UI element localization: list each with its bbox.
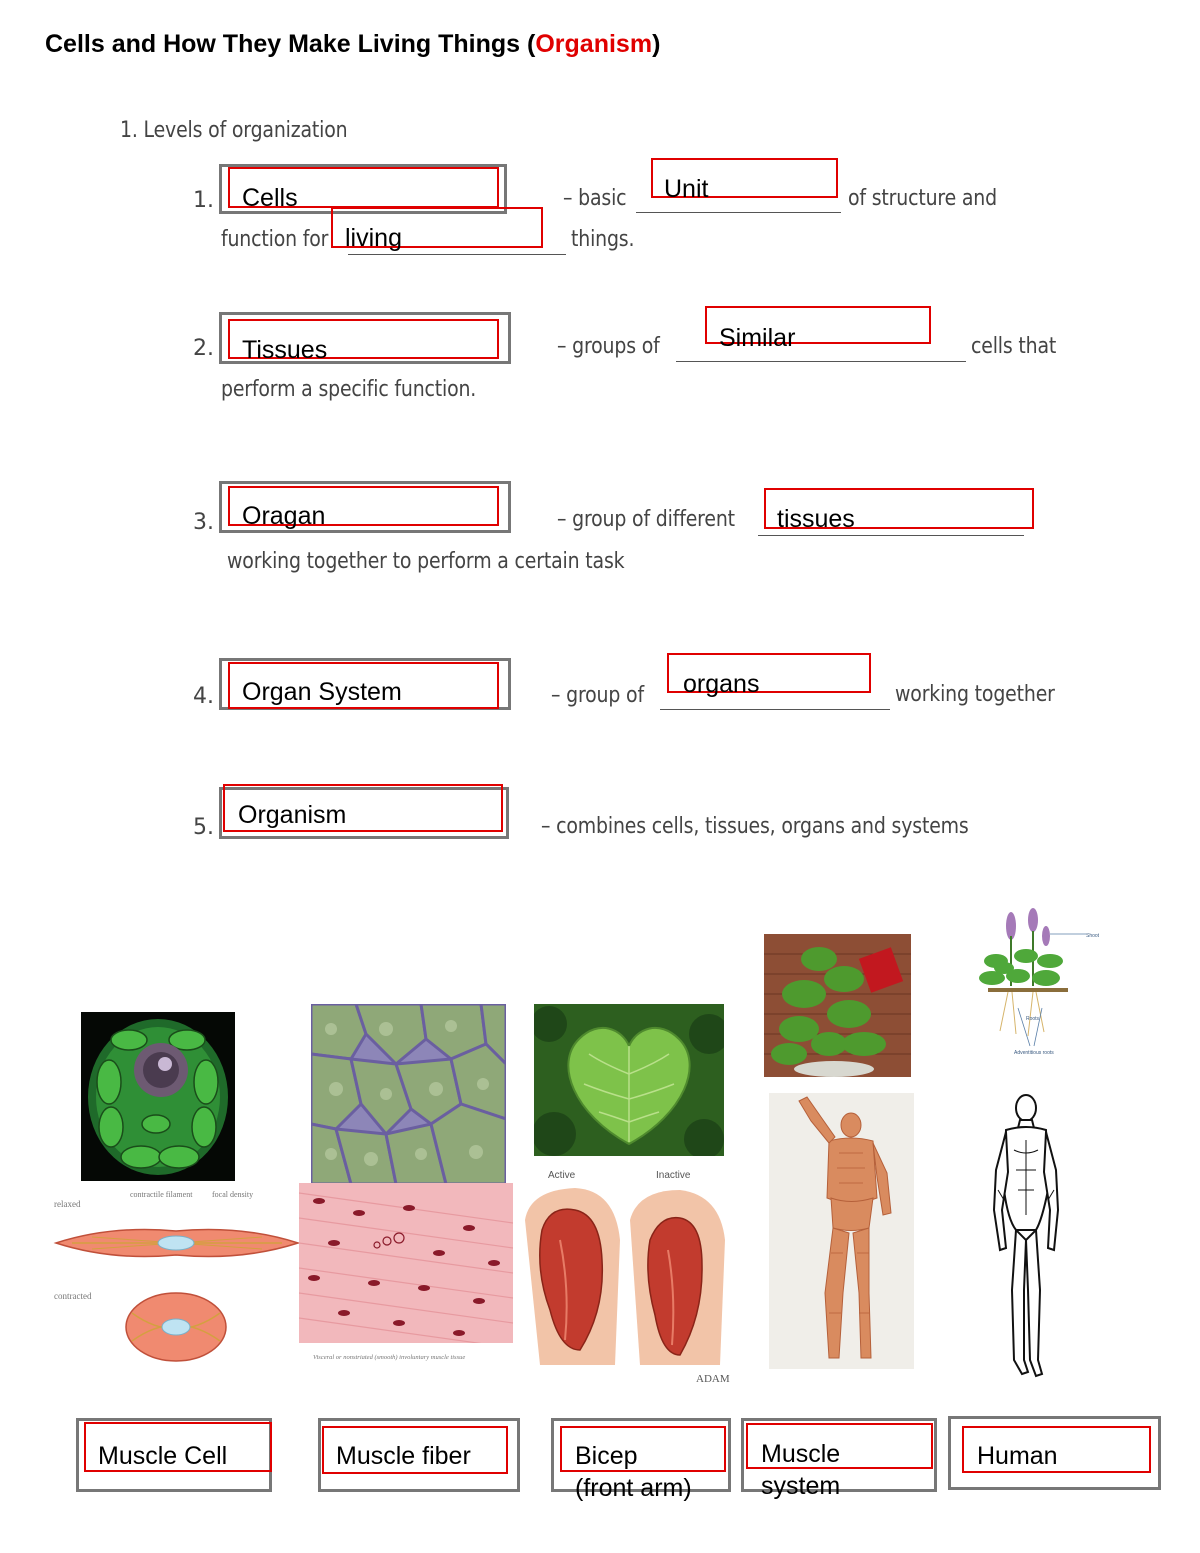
answer-text: Organ System xyxy=(242,678,402,706)
cell-label-focal: focal density xyxy=(212,1190,254,1199)
plant-label-shoot: Shoot xyxy=(1086,933,1100,939)
item-text: function for xyxy=(221,227,329,252)
blank-line xyxy=(676,361,966,362)
blank-answer-text: living xyxy=(345,224,402,252)
plant-label-adventitious: Adventitious roots xyxy=(1014,1050,1054,1056)
item-number: 1. xyxy=(193,188,214,213)
caption-human: Human xyxy=(977,1442,1058,1470)
item-text: cells that xyxy=(971,334,1057,359)
caption-muscle-system: Muscle system xyxy=(761,1440,841,1500)
blank-line xyxy=(660,709,890,710)
item-text: things. xyxy=(571,227,635,252)
plant-cell-image xyxy=(81,1012,235,1181)
item-text: – group of xyxy=(551,683,644,708)
cell-label-contracted: contracted xyxy=(54,1291,92,1301)
answer-text: Oragan xyxy=(242,502,326,530)
answer-text: Organism xyxy=(238,801,347,829)
bicep-label-inactive: Inactive xyxy=(656,1170,691,1181)
plant-label-roots: Roots xyxy=(1026,1016,1040,1022)
bicep-image xyxy=(520,1160,746,1388)
item-text: working together xyxy=(895,682,1055,707)
cell-label-contractile: contractile filament xyxy=(130,1190,193,1199)
section-heading: 1. Levels of organization xyxy=(120,118,348,143)
human-figure-image xyxy=(984,1090,1070,1380)
cell-label-relaxed: relaxed xyxy=(54,1199,81,1209)
item-number: 3. xyxy=(193,510,214,535)
answer-text: Tissues xyxy=(242,336,328,364)
item-text: working together to perform a certain task xyxy=(227,549,625,574)
fiber-caption: Visceral or nonstriated (smooth) involuntary muscle tissue xyxy=(313,1354,466,1361)
item-number: 4. xyxy=(193,684,214,709)
caption-bicep: Bicep (front arm) xyxy=(575,1442,692,1502)
leaf-image xyxy=(534,1004,724,1156)
answer-text: Cells xyxy=(242,184,298,212)
blank-answer-text: Unit xyxy=(664,175,709,203)
muscle-cell-diagram xyxy=(52,1185,300,1365)
item-text: perform a specific function. xyxy=(221,377,477,402)
item-text: – combines cells, tissues, organs and systems xyxy=(541,814,969,839)
blank-line xyxy=(758,535,1024,536)
potted-plant-image xyxy=(764,934,911,1077)
item-number: 2. xyxy=(193,336,214,361)
title-highlight: Organism xyxy=(535,30,653,58)
blank-answer-text: tissues xyxy=(777,505,855,533)
caption-muscle-fiber: Muscle fiber xyxy=(336,1442,471,1470)
plant-tissue-image xyxy=(311,1004,506,1184)
blank-answer-text: organs xyxy=(683,670,760,698)
page-title: Cells and How They Make Living Things (Organism) xyxy=(45,30,661,58)
item-number: 5. xyxy=(193,815,214,840)
item-text: – groups of xyxy=(557,334,660,359)
item-text: – basic xyxy=(563,186,627,211)
blank-line xyxy=(348,254,566,255)
bicep-label-active: Active xyxy=(548,1170,576,1181)
whole-plant-image xyxy=(978,906,1106,1062)
caption-muscle-cell: Muscle Cell xyxy=(98,1442,228,1470)
item-text: – group of different xyxy=(557,507,735,532)
muscle-fiber-image xyxy=(299,1183,513,1365)
blank-line xyxy=(636,212,841,213)
item-text: of structure and xyxy=(848,186,997,211)
muscle-system-image xyxy=(769,1093,914,1369)
blank-answer-text: Similar xyxy=(719,324,796,352)
adam-mark: ADAM xyxy=(696,1373,730,1385)
